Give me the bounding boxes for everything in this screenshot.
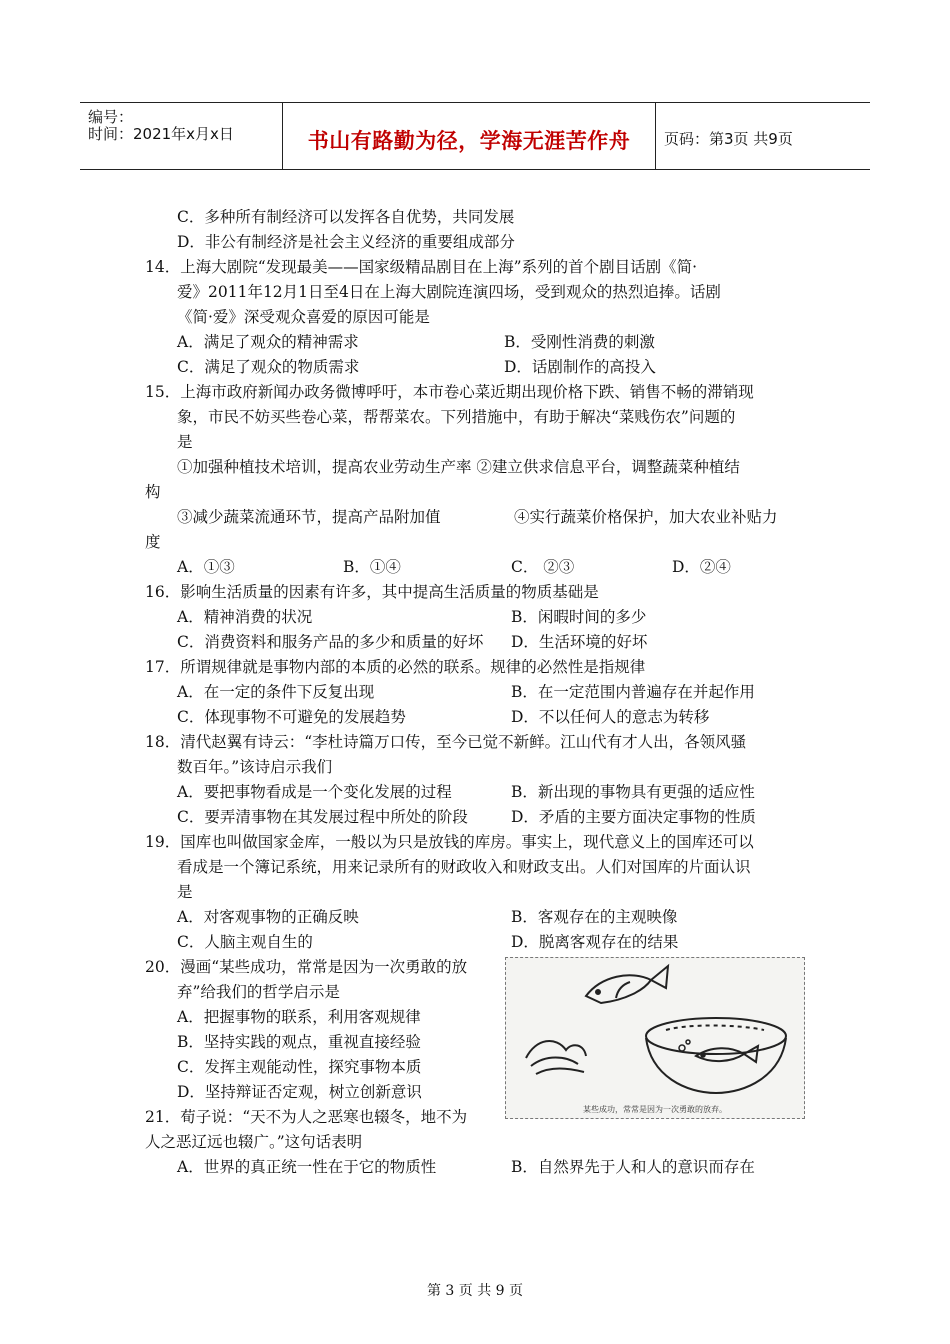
option-line: D．非公有制经济是社会主义经济的重要组成部分 <box>177 233 515 251</box>
option-c: C．满足了观众的物质需求 <box>177 358 360 376</box>
option-b: B．闲暇时间的多少 <box>511 608 647 626</box>
question-text: 《简·爱》深受观众喜爱的原因可能是 <box>177 308 430 326</box>
page-header <box>80 102 870 170</box>
option-a: A．把握事物的联系，利用客观规律 <box>177 1008 421 1026</box>
question-text: 爱》2011年12月1日至4日在上海大剧院连演四场，受到观众的热烈追捧。话剧 <box>177 283 721 301</box>
statement-line: ③减少蔬菜流通环节，提高产品附加值 <box>177 508 441 526</box>
statement-line: ④实行蔬菜价格保护，加大农业补贴力 <box>514 508 778 526</box>
page-footer: 第 3 页 共 9 页 <box>426 1283 524 1299</box>
question-text: 看成是一个簿记系统，用来记录所有的财政收入和财政支出。人们对国库的片面认识 <box>177 858 751 876</box>
option-a: A．世界的真正统一性在于它的物质性 <box>177 1158 437 1176</box>
option-c: C． ②③ <box>511 558 575 576</box>
option-c: C．消费资料和服务产品的多少和质量的好坏 <box>177 633 484 651</box>
option-b: B．新出现的事物具有更强的适应性 <box>511 783 755 801</box>
question-21: 21．荀子说：“天不为人之恶寒也辍冬，地不为 <box>145 1108 468 1126</box>
document-date-label: 时间：2021年x月x日 <box>88 125 234 143</box>
option-d: D．脱离客观存在的结果 <box>511 933 679 951</box>
option-a: A．①③ <box>177 558 235 576</box>
option-c: C．要弄清事物在其发展过程中所处的阶段 <box>177 808 468 826</box>
header-motto-cell <box>283 103 656 169</box>
option-b: B．自然界先于人和人的意识而存在 <box>511 1158 755 1176</box>
option-a: A．对客观事物的正确反映 <box>177 908 359 926</box>
question-17: 17．所谓规律就是事物内部的本质的必然的联系。规律的必然性是指规律 <box>145 658 646 676</box>
option-b: B．客观存在的主观映像 <box>511 908 678 926</box>
fish-bowl-drawing <box>506 958 804 1103</box>
header-info-cell <box>80 103 283 169</box>
statement-line: 构 <box>145 483 161 501</box>
option-d: D．坚持辩证否定观，树立创新意识 <box>177 1083 422 1101</box>
question-15: 15．上海市政府新闻办政务微博呼吁，本市卷心菜近期出现价格下跌、销售不畅的滞销现 <box>145 383 754 401</box>
option-d: D．生活环境的好坏 <box>511 633 648 651</box>
option-b: B．在一定范围内普遍存在并起作用 <box>511 683 755 701</box>
question-text: 是 <box>177 433 193 451</box>
question-20: 20．漫画“某些成功，常常是因为一次勇敢的放 <box>145 958 468 976</box>
page-count-label: 页码：第3页 共9页 <box>664 130 793 148</box>
question-19: 19．国库也叫做国家金库，一般以为只是放钱的库房。事实上，现代意义上的国库还可以 <box>145 833 754 851</box>
option-d: D．话剧制作的高投入 <box>504 358 656 376</box>
option-d: D．不以任何人的意志为转移 <box>511 708 710 726</box>
option-a: A．要把事物看成是一个变化发展的过程 <box>177 783 452 801</box>
option-d: D．②④ <box>672 558 731 576</box>
question-text: 数百年。”该诗启示我们 <box>177 758 333 776</box>
header-page-cell <box>656 103 870 169</box>
question-14: 14．上海大剧院“发现最美——国家级精品剧目在上海”系列的首个剧目话剧《简· <box>145 258 698 276</box>
question-text: 人之恶辽远也辍广。”这句话表明 <box>145 1133 363 1151</box>
question-text: 弃”给我们的哲学启示是 <box>177 983 340 1001</box>
question-16: 16．影响生活质量的因素有许多，其中提高生活质量的物质基础是 <box>145 583 599 601</box>
cartoon-caption: 某些成功，常常是因为一次勇敢的放弃。 <box>583 1105 727 1114</box>
statement-line: 度 <box>145 533 161 551</box>
question-18: 18．清代赵翼有诗云：“李杜诗篇万口传，至今已觉不新鲜。江山代有才人出，各领风骚 <box>145 733 747 751</box>
document-number-label: 编号： <box>88 108 134 126</box>
statement-line: ①加强种植技术培训，提高农业劳动生产率 ②建立供求信息平台，调整蔬菜种植结 <box>177 458 740 476</box>
header-motto: 书山有路勤为径，学海无涯苦作舟 <box>307 129 631 153</box>
option-line: C．多种所有制经济可以发挥各自优势，共同发展 <box>177 208 515 226</box>
fish-cartoon-illustration <box>505 957 805 1119</box>
option-c: C．体现事物不可避免的发展趋势 <box>177 708 406 726</box>
option-b: B．坚持实践的观点，重视直接经验 <box>177 1033 421 1051</box>
option-a: A．在一定的条件下反复出现 <box>177 683 375 701</box>
option-c: C．人脑主观自生的 <box>177 933 313 951</box>
question-text: 是 <box>177 883 193 901</box>
question-text: 象，市民不妨买些卷心菜，帮帮菜农。下列措施中，有助于解决“菜贱伤农”问题的 <box>177 408 736 426</box>
option-a: A．满足了观众的精神需求 <box>177 333 359 351</box>
option-c: C．发挥主观能动性，探究事物本质 <box>177 1058 422 1076</box>
option-d: D．矛盾的主要方面决定事物的性质 <box>511 808 756 826</box>
option-b: B．受刚性消费的刺激 <box>504 333 655 351</box>
option-b: B．①④ <box>343 558 401 576</box>
option-a: A．精神消费的状况 <box>177 608 313 626</box>
